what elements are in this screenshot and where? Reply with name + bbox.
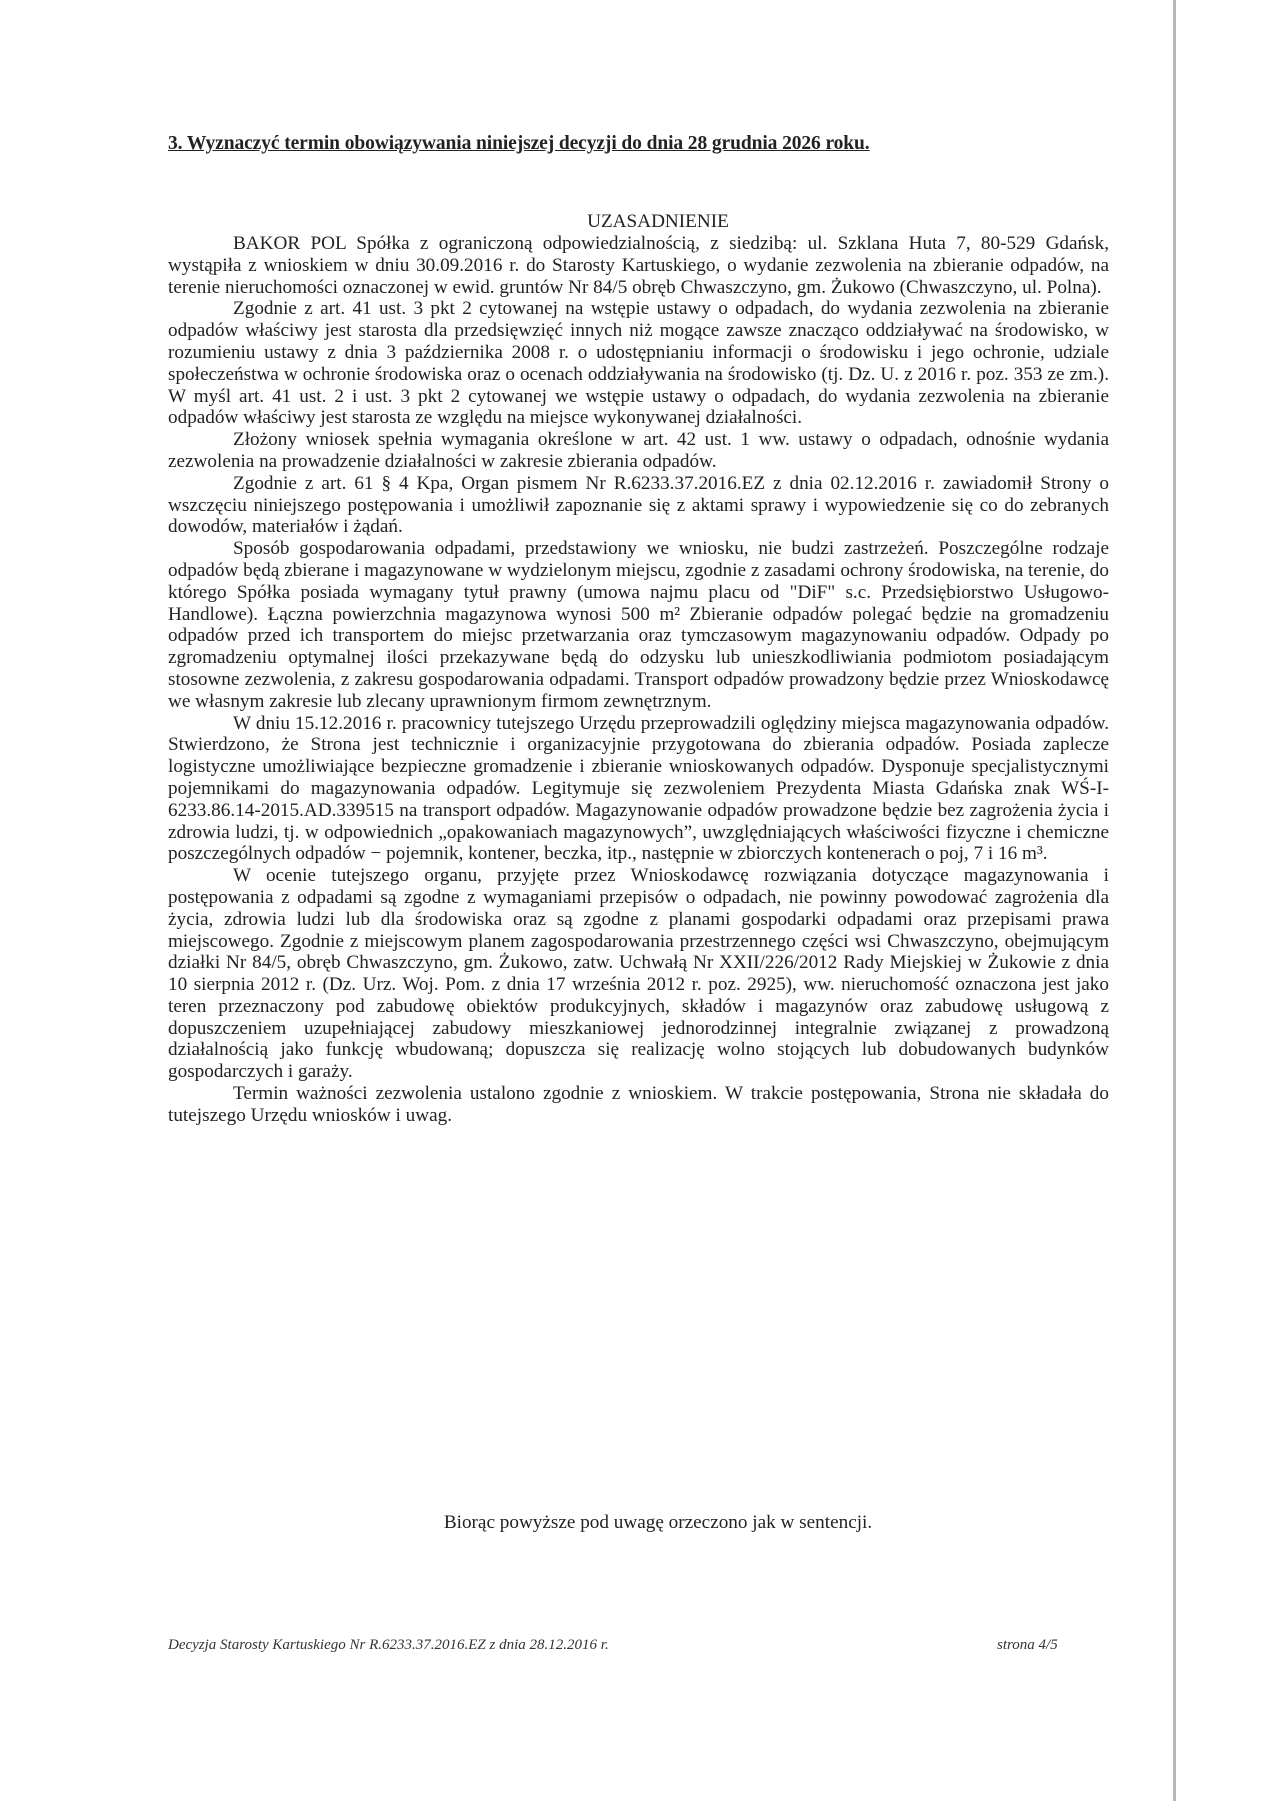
closing-statement: Biorąc powyższe pod uwagę orzeczono jak w sentencji. <box>443 1512 873 1533</box>
paragraph-competence: Zgodnie z art. 41 ust. 3 pkt 2 cytowanej na wstępie ustawy o odpadach, do wydania zezwolenia na zbieranie odpadów właściwy jest starosta dla przedsięwzięć innych niż mogące zawsze znacząco oddziaływać na środowisko, w rozumieniu ustawy z dnia 3 października 2008 r. o udostępnianiu informacji o środowisku i jego ochronie, udziale społeczeństwa w ochronie środowiska oraz o ocenach oddziaływania na środowisko (tj. Dz. U. z 2016 r. poz. 353 ze zm.). W myśl art. 41 ust. 2 i ust. 3 pkt 2 cytowanej we wstępie ustawy o odpadach, do wydania zezwolenia na zbieranie odpadów właściwy jest starosta ze względu na miejsce wykonywanej działalności. <box>168 298 1109 429</box>
paragraph-assessment: W ocenie tutejszego organu, przyjęte przez Wnioskodawcę rozwiązania dotyczące magazynowania i postępowania z odpadami są zgodne z wymaganiami przepisów o odpadach, nie powinny powodować zagrożenia dla życia, zdrowia ludzi lub dla środowiska oraz są zgodne z planami gospodarki odpadami oraz przepisami prawa miejscowego. Zgodnie z miejscowym planem zagospodarowania przestrzennego części wsi Chwaszczyno, obejmującym działki Nr 84/5, obręb Chwaszczyno, gm. Żukowo, zatw. Uchwałą Nr XXII/226/2012 Rady Miejskiej w Żukowie z dnia 10 sierpnia 2012 r. (Dz. Urz. Woj. Pom. z dnia 17 września 2012 r. poz. 2925), ww. nieruchomość oznaczona jest jako teren przeznaczony pod zabudowę obiektów produkcyjnych, składów i magazynów oraz zabudowę usługową z dopuszczeniem uzupełniającej zabudowy mieszkaniowej jednorodzinnej integralnie związanej z prowadzoną działalnością jako funkcję wbudowaną; dopuszcza się realizację wolno stojących lub dobudowanych budynków gospodarczych i garaży. <box>168 865 1109 1083</box>
paragraph-requirements: Złożony wniosek spełnia wymagania określone w art. 42 ust. 1 ww. ustawy o odpadach, odnośnie wydania zezwolenia na prowadzenie działalności w zakresie zbierania odpadów. <box>168 429 1109 472</box>
paragraph-applicant: BAKOR POL Spółka z ograniczoną odpowiedzialnością, z siedzibą: ul. Szklana Huta 7, 80-529 Gdańsk, wystąpiła z wnioskiem w dniu 30.09.2016 r. do Starosty Kartuskiego, o wydanie zezwolenia na zbieranie odpadów, na terenie nieruchomości oznaczonej w ewid. gruntów Nr 84/5 obręb Chwaszczyno, gm. Żukowo (Chwaszczyno, ul. Polna). <box>168 233 1109 298</box>
paragraph-inspection: W dniu 15.12.2016 r. pracownicy tutejszego Urzędu przeprowadzili oględziny miejsca magazynowania odpadów. Stwierdzono, że Strona jest technicznie i organizacyjnie przygotowana do zbierania odpadów. Posiada zaplecze logistyczne umożliwiające bezpieczne gromadzenie i zbieranie wnioskowanych odpadów. Dysponuje specjalistycznymi pojemnikami do magazynowania odpadów. Legitymuje się zezwoleniem Prezydenta Miasta Gdańska znak WŚ-I-6233.86.14-2015.AD.339515 na transport odpadów. Magazynowanie odpadów prowadzone będzie bez zagrożenia życia i zdrowia ludzi, tj. w odpowiednich „opakowaniach magazynowych”, uwzględniających właściwości fizyczne i chemiczne poszczególnych odpadów − pojemnik, kontener, beczka, itp., następnie w zbiorczych kontenerach o poj, 7 i 16 m³. <box>168 712 1109 865</box>
footer-decision-ref: Decyzja Starosty Kartuskiego Nr R.6233.37.2016.EZ z dnia 28.12.2016 r. <box>168 1637 609 1653</box>
paragraph-notification: Zgodnie z art. 61 § 4 Kpa, Organ pismem Nr R.6233.37.2016.EZ z dnia 02.12.2016 r. zawiadomił Strony o wszczęciu niniejszego postępowania i umożliwił zapoznanie się z aktami sprawy i wypowiedzenie się co do zebranych dowodów, materiałów i żądań. <box>168 472 1109 538</box>
paragraph-validity: Termin ważności zezwolenia ustalono zgodnie z wnioskiem. W trakcie postępowania, Strona nie składała do tutejszego Urzędu wniosków i uwag. <box>168 1083 1109 1126</box>
justification-body <box>168 233 1109 1127</box>
decision-point-3: 3. Wyznaczyć termin obowiązywania niniejszej decyzji do dnia 28 grudnia 2026 roku. <box>168 133 870 154</box>
footer-page-number: strona 4/5 <box>997 1637 1058 1653</box>
section-title: UZASADNIENIE <box>587 211 729 232</box>
paragraph-waste-management: Sposób gospodarowania odpadami, przedstawiony we wniosku, nie budzi zastrzeżeń. Poszczególne rodzaje odpadów będą zbierane i magazynowane w wydzielonym miejscu, zgodnie z zasadami ochrony środowiska, na terenie, do którego Spółka posiada wymagany tytuł prawny (umowa najmu placu od "DiF" s.c. Przedsiębiorstwo Usługowo-Handlowe). Łączna powierzchnia magazynowa wynosi 500 m² Zbieranie odpadów polegać będzie na gromadzeniu odpadów przed ich transportem do miejsc przetwarzania oraz tymczasowym magazynowaniu odpadów. Odpady po zgromadzeniu optymalnej ilości przekazywane będą do odzysku lub unieszkodliwiania podmiotom posiadającym stosowne zezwolenia, z zakresu gospodarowania odpadami. Transport odpadów prowadzony będzie przez Wnioskodawcę we własnym zakresie lub zlecany uprawnionym firmom zewnętrznym. <box>168 538 1109 712</box>
